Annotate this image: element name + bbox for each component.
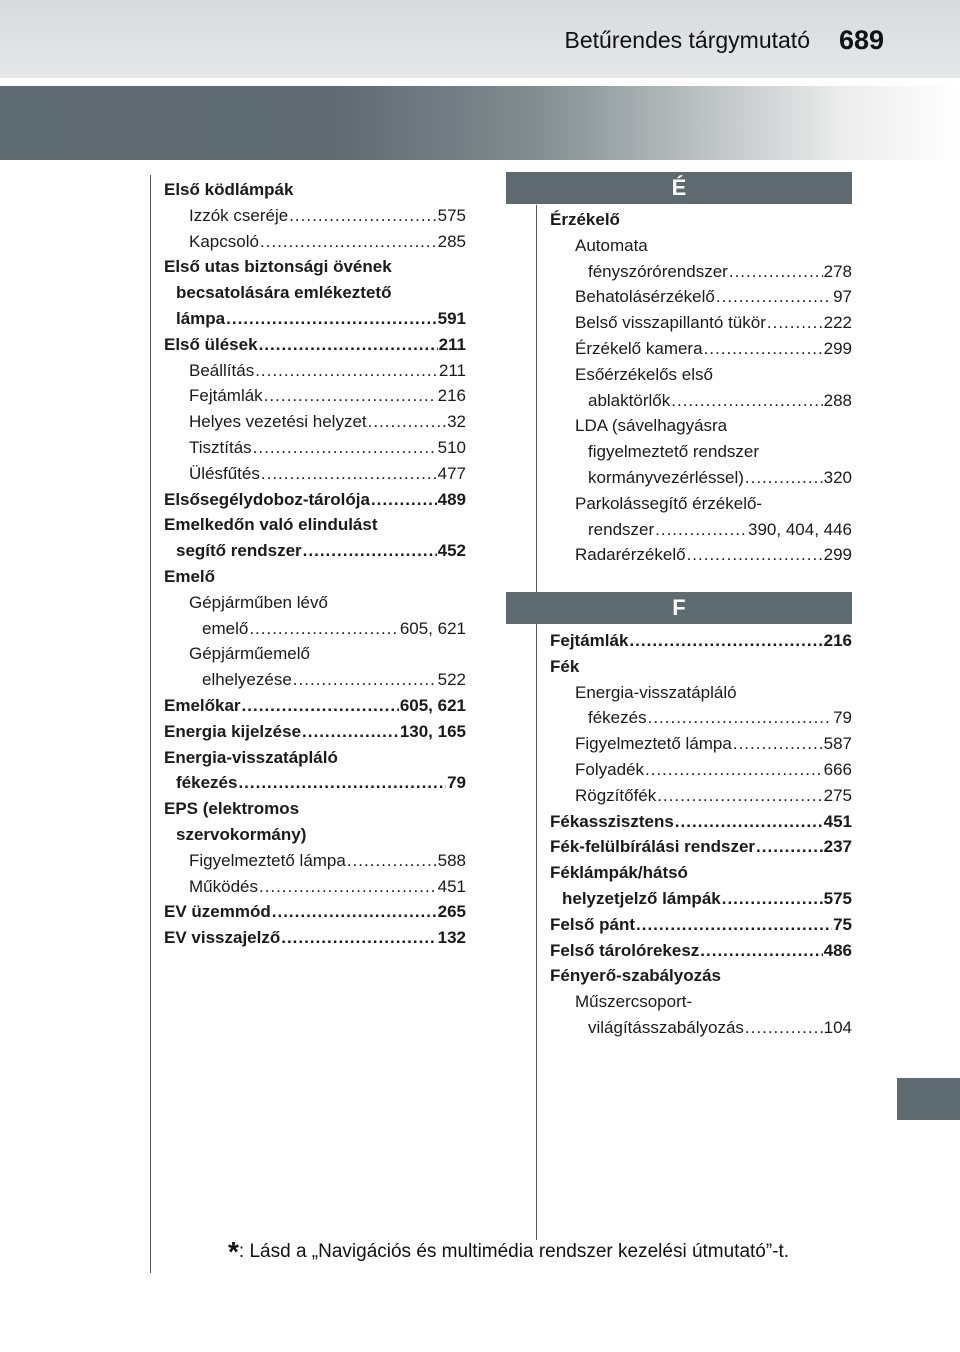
index-term: Belső visszapillantó tükör xyxy=(575,313,766,333)
footnote-text: : Lásd a „Navigációs és multimédia rendszer kezelési útmutató”-t. xyxy=(238,1241,790,1262)
dot-leader xyxy=(687,542,823,568)
dot-leader xyxy=(264,383,437,409)
dot-leader xyxy=(261,461,437,487)
index-term: Energia kijelzése xyxy=(164,721,302,741)
index-entry xyxy=(550,439,852,465)
index-entry xyxy=(164,590,466,616)
index-term: fényszórórendszer xyxy=(588,261,728,281)
index-entry xyxy=(550,912,852,938)
index-term: segítő rendszer xyxy=(176,541,302,561)
column-divider-line xyxy=(536,205,537,1240)
index-entry xyxy=(550,654,852,680)
index-entry xyxy=(164,667,466,693)
index-entry xyxy=(550,886,852,912)
dot-leader xyxy=(371,487,437,513)
index-entry xyxy=(164,848,466,874)
section-header-f: F xyxy=(506,592,852,624)
index-term: Izzók cseréje xyxy=(189,205,289,225)
dot-leader xyxy=(259,874,437,900)
index-entry xyxy=(550,809,852,835)
page-reference: 588 xyxy=(437,850,466,870)
page-reference: 237 xyxy=(823,837,852,857)
index-entry xyxy=(550,757,852,783)
index-entry xyxy=(164,874,466,900)
index-term: Beállítás xyxy=(189,360,255,380)
page-reference: 390, 404, 446 xyxy=(748,519,852,539)
index-term: emelő xyxy=(202,618,249,638)
index-entry xyxy=(164,177,466,203)
page-reference: 130, 165 xyxy=(399,721,466,741)
page-reference: 510 xyxy=(437,437,466,457)
section-header-e-acute: É xyxy=(506,172,852,204)
index-entry xyxy=(550,680,852,706)
index-entry xyxy=(164,332,466,358)
index-entry xyxy=(550,259,852,285)
index-entry xyxy=(550,783,852,809)
index-entry xyxy=(550,989,852,1015)
index-entry xyxy=(550,834,852,860)
dot-leader xyxy=(259,332,438,358)
index-term: Radarérzékelő xyxy=(575,545,686,565)
index-term: lámpa xyxy=(176,308,226,328)
index-entry xyxy=(550,336,852,362)
page-reference: 132 xyxy=(437,928,466,948)
index-entry xyxy=(550,517,852,543)
page-reference: 211 xyxy=(438,334,466,354)
page-reference: 265 xyxy=(437,902,466,922)
page-reference: 285 xyxy=(437,231,466,251)
index-term: Első utas biztonsági övének xyxy=(164,257,392,277)
page-reference: 575 xyxy=(437,205,466,225)
index-term: LDA (sávelhagyásra xyxy=(575,416,728,436)
index-entry xyxy=(164,925,466,951)
index-term: Figyelmeztető lámpa xyxy=(189,850,346,870)
dot-leader xyxy=(249,616,399,642)
index-term: Tisztítás xyxy=(189,437,252,457)
dot-leader xyxy=(655,517,747,543)
index-term: világításszabályozás xyxy=(588,1017,744,1037)
index-term: Kapcsoló xyxy=(189,231,259,251)
index-term: Automata xyxy=(575,235,648,255)
index-term: Műszercsoport- xyxy=(575,992,693,1012)
index-entry xyxy=(164,306,466,332)
dot-leader xyxy=(347,848,437,874)
index-term: Fék-felülbírálási rendszer xyxy=(550,837,756,857)
index-entry xyxy=(550,731,852,757)
dot-leader xyxy=(716,284,832,310)
index-entry xyxy=(164,487,466,513)
index-entry xyxy=(550,207,852,233)
page-reference: 522 xyxy=(437,670,466,690)
page-reference: 216 xyxy=(823,631,852,650)
index-term: Parkolássegítő érzékelő- xyxy=(575,493,763,513)
index-entry xyxy=(164,280,466,306)
index-term: Figyelmeztető lámpa xyxy=(575,734,732,754)
index-column-right-f xyxy=(550,628,852,1041)
index-term: Felső pánt xyxy=(550,914,636,934)
index-entry xyxy=(550,362,852,388)
footnote xyxy=(228,1236,789,1268)
index-entry xyxy=(550,938,852,964)
index-term: Fejtámlák xyxy=(189,386,263,406)
index-term: EV üzemmód xyxy=(164,902,271,922)
index-entry xyxy=(164,435,466,461)
page-reference: 605, 621 xyxy=(399,618,466,638)
index-entry xyxy=(164,461,466,487)
index-entry xyxy=(164,822,466,848)
index-term: EPS (elektromos xyxy=(164,799,300,819)
dot-leader xyxy=(729,259,823,285)
page-reference: 605, 621 xyxy=(399,695,466,715)
index-entry xyxy=(164,693,466,719)
index-entry xyxy=(550,491,852,517)
left-margin-line xyxy=(150,175,151,1273)
index-term: Emelkedőn való elindulást xyxy=(164,515,378,535)
page-reference: 79 xyxy=(833,708,852,728)
dot-leader xyxy=(756,834,823,860)
page-reference: 451 xyxy=(437,876,466,896)
page-reference: 32 xyxy=(447,412,466,432)
dot-leader xyxy=(745,1015,823,1041)
dot-leader xyxy=(767,310,823,336)
dot-leader xyxy=(675,809,823,835)
page-reference: 591 xyxy=(437,308,466,328)
dot-leader xyxy=(648,705,832,731)
index-term: Gépjárműemelő xyxy=(189,644,310,664)
index-entry xyxy=(550,628,852,654)
page-reference: 489 xyxy=(437,489,466,509)
index-entry xyxy=(550,1015,852,1041)
dot-leader xyxy=(704,336,823,362)
index-term: EV visszajelző xyxy=(164,928,281,948)
dot-leader xyxy=(671,388,822,414)
index-term: elhelyezése xyxy=(202,670,292,690)
index-term: kormányvezérléssel) xyxy=(588,467,744,487)
index-term: Energia-visszatápláló xyxy=(164,747,338,767)
dot-leader xyxy=(226,306,436,332)
index-column-left xyxy=(164,177,466,951)
index-entry xyxy=(164,254,466,280)
index-entry xyxy=(550,310,852,336)
index-term: Behatolásérzékelő xyxy=(575,287,715,307)
index-entry xyxy=(164,719,466,745)
index-term: fékezés xyxy=(176,773,238,793)
index-term: Emelő xyxy=(164,566,216,586)
page-reference: 320 xyxy=(823,467,852,487)
index-entry xyxy=(550,860,852,886)
page-reference: 222 xyxy=(823,313,852,333)
dot-leader xyxy=(722,886,823,912)
index-entry xyxy=(164,796,466,822)
page-number: 689 xyxy=(838,25,884,55)
page-reference: 275 xyxy=(823,785,852,805)
index-entry xyxy=(550,542,852,568)
index-term: Esőérzékelős első xyxy=(575,364,713,384)
index-entry xyxy=(164,616,466,642)
dot-leader xyxy=(238,770,446,796)
dot-leader xyxy=(272,899,437,925)
page-reference: 288 xyxy=(823,390,852,410)
index-entry xyxy=(164,229,466,255)
index-entry xyxy=(550,963,852,989)
index-term: Energia-visszatápláló xyxy=(575,682,737,702)
dot-leader xyxy=(255,358,438,384)
header-banner xyxy=(0,86,960,160)
index-entry xyxy=(164,899,466,925)
index-term: Első ülések xyxy=(164,334,258,354)
page-title: Betűrendes tárgymutató xyxy=(564,27,810,53)
dot-leader xyxy=(657,783,822,809)
index-term: Ülésfűtés xyxy=(189,463,260,483)
page-reference: 575 xyxy=(823,888,852,908)
dot-leader xyxy=(303,538,437,564)
page-reference: 216 xyxy=(437,386,466,406)
dot-leader xyxy=(289,203,436,229)
index-term: Érzékelő kamera xyxy=(575,338,703,358)
index-term: Elsősegélydoboz-tárolója xyxy=(164,489,370,509)
dot-leader xyxy=(368,409,446,435)
dot-leader xyxy=(253,435,437,461)
index-term: szervokormány) xyxy=(176,824,307,844)
index-term: Érzékelő xyxy=(550,210,620,229)
page-reference: 104 xyxy=(823,1017,852,1037)
index-term: Fényerő-szabályozás xyxy=(550,966,722,986)
dot-leader xyxy=(745,465,823,491)
dot-leader xyxy=(260,229,437,255)
page-reference: 211 xyxy=(438,360,466,380)
dot-leader xyxy=(733,731,823,757)
index-term: helyzetjelző lámpák xyxy=(562,888,721,908)
chapter-tab xyxy=(897,1078,960,1120)
index-term: Emelőkar xyxy=(164,695,241,715)
index-entry xyxy=(164,409,466,435)
index-term: Helyes vezetési helyzet xyxy=(189,412,367,432)
index-column-right-e xyxy=(550,207,852,568)
page-reference: 75 xyxy=(833,914,852,934)
page-reference: 451 xyxy=(823,811,852,831)
index-entry xyxy=(164,358,466,384)
index-entry xyxy=(550,388,852,414)
page-reference: 587 xyxy=(823,734,852,754)
page-reference: 97 xyxy=(833,287,852,307)
index-entry xyxy=(164,538,466,564)
page-reference: 278 xyxy=(823,261,852,281)
index-term: Rögzítőfék xyxy=(575,785,657,805)
page-reference: 452 xyxy=(437,541,466,561)
index-term: figyelmeztető rendszer xyxy=(588,442,760,462)
index-entry xyxy=(164,745,466,771)
index-entry xyxy=(550,465,852,491)
index-term: becsatolására emlékeztető xyxy=(176,283,392,303)
page-reference: 477 xyxy=(437,463,466,483)
index-term: Fejtámlák xyxy=(550,631,629,650)
index-entry xyxy=(164,564,466,590)
index-entry xyxy=(550,413,852,439)
index-entry xyxy=(550,284,852,310)
index-term: Felső tárolórekesz xyxy=(550,940,700,960)
index-term: fékezés xyxy=(588,708,647,728)
dot-leader xyxy=(645,757,823,783)
dot-leader xyxy=(636,912,832,938)
dot-leader xyxy=(242,693,399,719)
page-reference: 666 xyxy=(823,759,852,779)
index-term: Folyadék xyxy=(575,759,644,779)
index-entry xyxy=(550,705,852,731)
index-term: Fék xyxy=(550,656,580,676)
page-reference: 299 xyxy=(823,545,852,565)
index-term: Első ködlámpák xyxy=(164,180,294,199)
page-reference: 299 xyxy=(823,338,852,358)
index-term: Féklámpák/hátsó xyxy=(550,863,688,883)
index-entry xyxy=(164,641,466,667)
index-entry xyxy=(164,512,466,538)
index-term: rendszer xyxy=(588,519,655,539)
index-term: Gépjárműben lévő xyxy=(189,592,328,612)
index-entry xyxy=(550,233,852,259)
index-term: Működés xyxy=(189,876,258,896)
page-reference: 79 xyxy=(447,773,466,793)
page-header-bar xyxy=(0,0,960,78)
index-entry xyxy=(164,203,466,229)
dot-leader xyxy=(629,628,822,654)
page-reference: 486 xyxy=(823,940,852,960)
footnote-star: * xyxy=(228,1236,239,1267)
dot-leader xyxy=(293,667,437,693)
index-term: ablaktörlők xyxy=(588,390,671,410)
index-entry xyxy=(164,383,466,409)
dot-leader xyxy=(700,938,822,964)
dot-leader xyxy=(281,925,436,951)
dot-leader xyxy=(302,719,399,745)
index-entry xyxy=(164,770,466,796)
index-term: Fékasszisztens xyxy=(550,811,674,831)
